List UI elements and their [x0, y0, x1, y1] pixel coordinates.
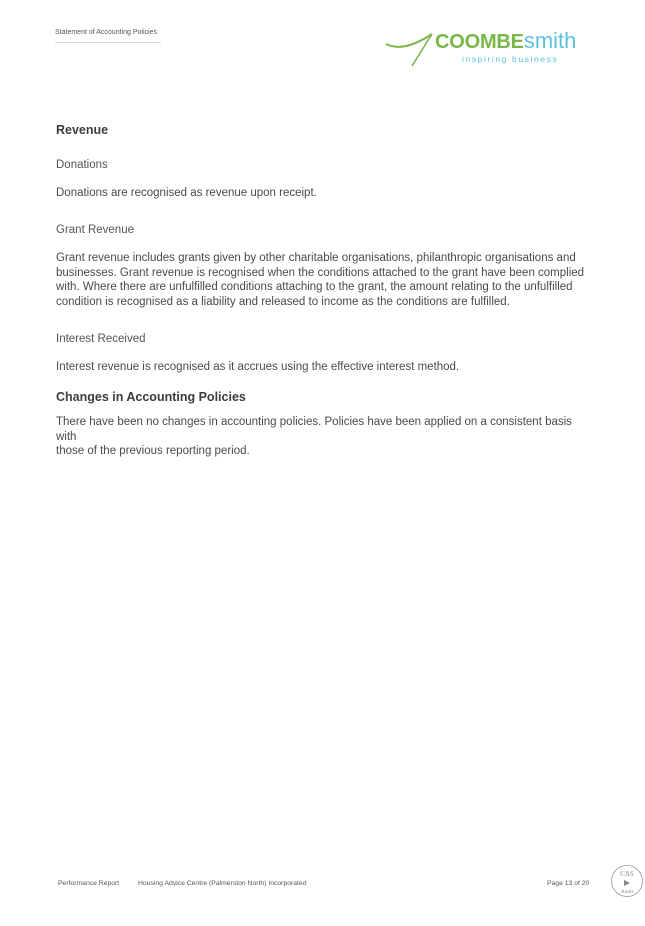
grant-line-3: with. Where there are unfulfilled conditions attaching to the grant, the amount relating to the unfulfilled: [56, 281, 573, 294]
changes-line-1: There have been no changes in accounting policies. Policies have been applied on a consistent basis with: [56, 416, 572, 443]
logo-wordmark: [435, 28, 576, 55]
header-section-label: Statement of Accounting Policies: [55, 29, 157, 36]
grant-line-2: businesses. Grant revenue is recognised when the conditions attached to the grant have been complied: [56, 266, 585, 279]
interest-text: Interest revenue is recognised as it accrues using the effective interest method.: [56, 361, 460, 373]
footer-report-title: Performance Report: [58, 880, 120, 887]
grant-revenue-text: [56, 251, 591, 309]
donations-title: Donations: [56, 159, 108, 171]
svg-text:CAS: CAS: [620, 870, 634, 878]
changes-text: [56, 415, 591, 459]
grant-line-4: condition is recognised as a liability and released to income as the conditions are fulfilled.: [56, 295, 510, 308]
audit-seal-icon: [610, 864, 644, 898]
footer-entity-name: Housing Advice Centre (Palmerston North) Incorporated: [138, 880, 307, 887]
logo-tagline: inspiring business: [462, 54, 559, 64]
audit-stamp: [610, 864, 644, 898]
donations-text: Donations are recognised as revenue upon receipt.: [56, 187, 317, 199]
changes-heading: Changes in Accounting Policies: [56, 390, 246, 404]
svg-text:Audit: Audit: [620, 889, 634, 895]
grant-revenue-title: Grant Revenue: [56, 224, 134, 236]
logo-word-coombe: COOMBE: [435, 31, 524, 53]
grant-line-1: Grant revenue includes grants given by other charitable organisations, philanthropic organisations and: [56, 252, 576, 264]
interest-title: Interest Received: [56, 333, 146, 345]
changes-line-2: those of the previous reporting period.: [56, 445, 250, 458]
revenue-heading: Revenue: [56, 123, 109, 137]
footer-page-number: Page 13 of 20: [547, 880, 590, 887]
coombesmith-logo: [384, 28, 590, 70]
header-divider: [55, 42, 161, 43]
logo-word-smith: smith: [523, 28, 577, 53]
